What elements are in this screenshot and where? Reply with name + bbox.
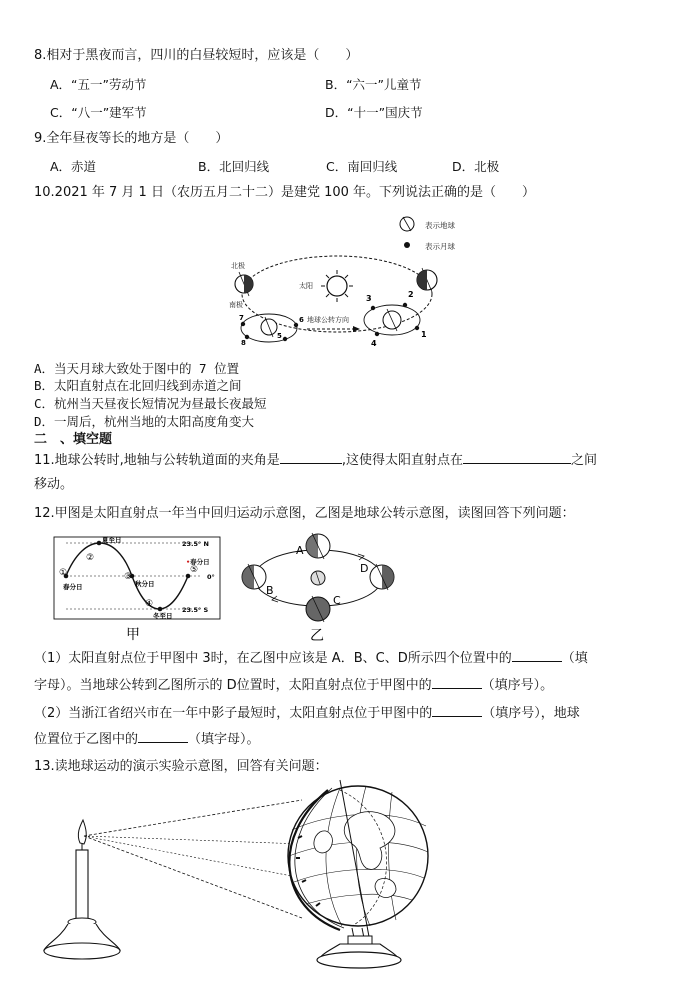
yi-earth-a-icon [306, 533, 330, 559]
jia-summer-label: 夏至日 [102, 536, 122, 544]
sun-label: 太阳 [299, 282, 313, 290]
q12-sub1-line2 [34, 675, 553, 695]
q12-blank-1[interactable] [512, 648, 562, 662]
jia-point-4: ④ [145, 599, 154, 609]
q8-option-a: A．“五一”劳动节 [50, 77, 147, 92]
q8-option-b: B．“六一”儿童节 [325, 77, 422, 92]
q12-sub2-line1 [34, 703, 580, 723]
q12-blank-2[interactable] [432, 675, 482, 689]
moon-pos-5: 5 [277, 332, 282, 340]
right-earth-icon [417, 268, 437, 292]
q12-figure-yi [238, 530, 398, 645]
q12-sub2-text-c: 位置位于乙图中的 [34, 732, 139, 747]
moon-pos-1: 1 [421, 330, 427, 339]
light-ray-mid2 [84, 836, 302, 878]
jia-point-3: ③ [124, 572, 133, 582]
q10-option-d: D．一周后，杭州当地的太阳高度角变大 [34, 414, 255, 429]
q11-blank-2[interactable] [463, 450, 571, 464]
light-ray-bottom [84, 836, 302, 918]
q12-sub2-text-d: （填字母）。 [188, 732, 260, 747]
q10-option-c: C．杭州当天昼夜长短情况为昼最长夜最短 [34, 396, 267, 411]
q10-orbit-figure [225, 208, 470, 353]
q13-stem: 13.读地球运动的演示实验示意图，回答有关问题： [34, 759, 328, 774]
section-2-title: 二 、填空题 [34, 432, 113, 447]
jia-point-5: ⑤ [190, 565, 199, 575]
q12-sub2-text-a: （2）当浙江省绍兴市在一年中影子最短时，太阳直射点位于甲图中的 [34, 706, 433, 721]
q12-sub2-line2 [34, 729, 260, 749]
jia-n-lat: 23.5° N [182, 540, 209, 548]
bottom-right-earth-icon [383, 309, 401, 331]
q8-option-c: C．“八一”建军节 [50, 105, 147, 120]
jia-equator: 0° [207, 573, 215, 581]
light-ray-mid [84, 836, 302, 844]
moon-pos-8: 8 [241, 339, 246, 347]
q12-sub1-text-b: （填 [561, 651, 588, 666]
left-earth-icon [235, 272, 253, 296]
legend-moon-icon [404, 242, 410, 248]
jia-s-lat: 23.5° S [182, 606, 209, 614]
jia-label: 甲 [126, 627, 140, 643]
q8-stem: 8.相对于黑夜而言，四川的白昼较短时，应该是（ ） [34, 48, 359, 63]
q10-option-a: A．当天月球大致处于图中的 7 位置 [34, 361, 240, 376]
q11-line1 [34, 450, 597, 470]
yi-letter-b: B [266, 584, 274, 597]
north-pole-label: 北极 [231, 262, 245, 270]
light-ray-top [84, 800, 302, 836]
q11-line2: 移动。 [34, 477, 74, 492]
legend-earth-label: 表示地球 [425, 221, 455, 230]
jia-autumn-label: 秋分日 [135, 580, 155, 588]
q12-sub1-text-a: （1）太阳直射点位于甲图中 3时，在乙图中应该是 A．B、C、D所示四个位置中的 [34, 651, 512, 666]
q12-sub1-text-d: （填序号）。 [481, 678, 554, 693]
yi-letter-c: C [333, 594, 341, 607]
bottom-left-earth-icon [261, 317, 277, 337]
q9-option-c: C．南回归线 [326, 159, 398, 174]
south-pole-label: 南极 [229, 301, 243, 309]
jia-spring-label: 春分日 [63, 583, 83, 591]
q10-stem: 10.2021 年 7 月 1 日（农历五月二十二）是建党 100 年。下列说法正确的是（ ） [34, 185, 536, 200]
q12-figure-jia [50, 533, 230, 645]
q11-part2: ,这使得太阳直射点在 [341, 453, 463, 468]
jia-point-1: ① [59, 568, 68, 578]
moon-pos-3: 3 [366, 294, 372, 303]
q10-option-b: B．太阳直射点在北回归线到赤道之间 [34, 378, 242, 393]
jia-spring-right-label: •春分日 [186, 558, 210, 566]
q12-sub1-text-c: 字母）。当地球公转到乙图所示的 D位置时，太阳直射点位于甲图中的 [34, 678, 432, 693]
yi-earth-b-icon [242, 564, 266, 590]
q9-option-b: B．北回归线 [198, 159, 270, 174]
globe-icon [288, 780, 428, 968]
yi-letter-d: D [360, 562, 369, 575]
legend-earth-icon [400, 217, 414, 231]
yi-earth-c-icon [306, 596, 330, 622]
q9-option-d: D．北极 [452, 159, 500, 174]
moon-pos-7: 7 [239, 314, 244, 322]
q12-sub1-line1 [34, 648, 588, 668]
yi-label: 乙 [310, 628, 324, 644]
q9-option-a: A．赤道 [50, 159, 97, 174]
yi-letter-a: A [296, 544, 304, 557]
legend-moon-label: 表示月球 [425, 242, 455, 251]
moon-pos-6: 6 [299, 316, 304, 324]
q11-blank-1[interactable] [280, 450, 342, 464]
q11-part3: 之间 [570, 453, 597, 468]
q12-blank-3[interactable] [432, 703, 482, 717]
q9-stem: 9.全年昼夜等长的地方是（ ） [34, 131, 229, 146]
orbit-direction-label: 地球公转方向 [307, 316, 349, 324]
jia-point-2: ② [86, 553, 95, 563]
q11-part1: 11.地球公转时,地轴与公转轨道面的夹角是 [34, 453, 280, 468]
q12-sub2-text-b: （填序号），地球 [482, 706, 580, 721]
q13-experiment-figure [40, 778, 440, 973]
moon-pos-2: 2 [408, 290, 414, 299]
sun-icon [321, 270, 353, 302]
yi-earth-d-icon [370, 564, 394, 590]
q12-blank-4[interactable] [138, 729, 188, 743]
q12-stem: 12.甲图是太阳直射点一年当中回归运动示意图，乙图是地球公转示意图，读图回答下列问题： [34, 506, 575, 521]
moon-pos-4: 4 [371, 339, 377, 348]
jia-winter-label: 冬至日 [153, 612, 173, 620]
q8-option-d: D．“十一”国庆节 [325, 105, 423, 120]
